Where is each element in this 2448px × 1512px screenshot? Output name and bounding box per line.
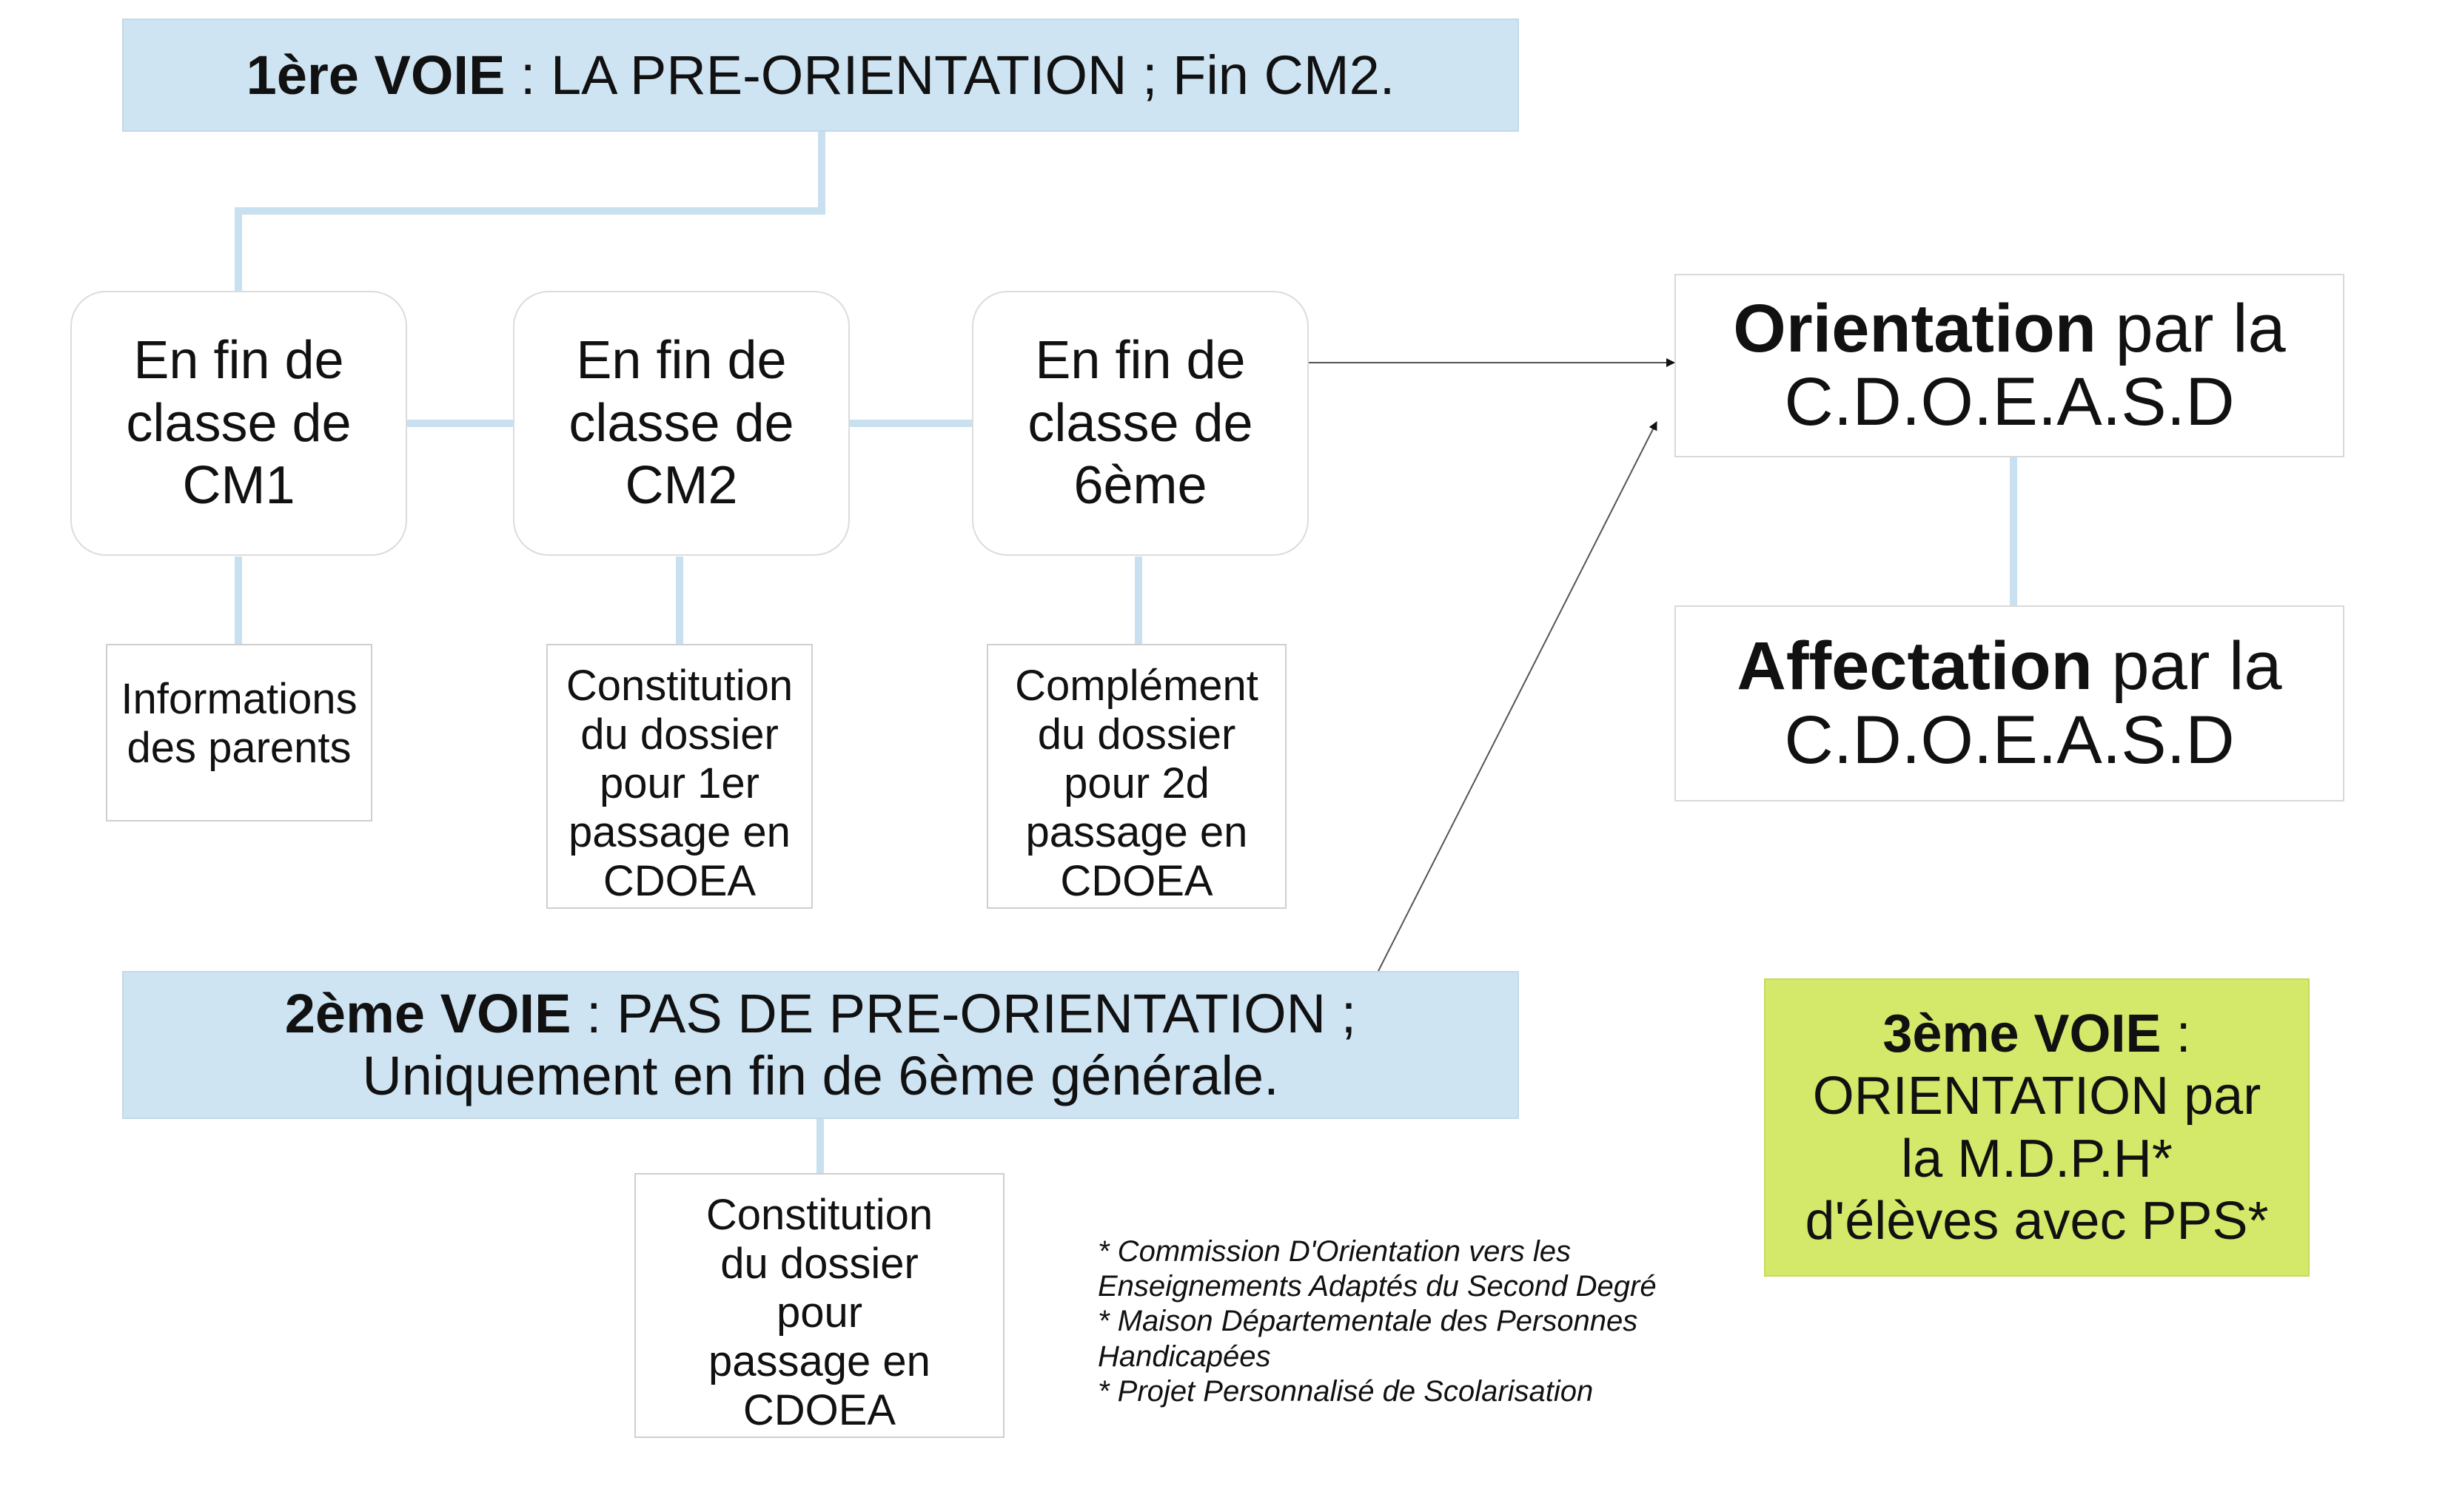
- voie2-text: : PAS DE PRE-ORIENTATION ;: [571, 982, 1357, 1044]
- affectation-acronym: C.D.O.E.A.S.D: [1784, 702, 2235, 778]
- note-line: pour: [776, 1288, 863, 1337]
- note-line: pour 1er: [599, 759, 759, 808]
- voie3-line: d'élèves avec PPS*: [1805, 1191, 2269, 1251]
- voie1-title: 1ère VOIE: [246, 44, 506, 106]
- voie2-title: 2ème VOIE: [284, 982, 571, 1044]
- footnote-line: * Maison Départementale des Personnes: [1098, 1305, 1638, 1338]
- voie2-box: [122, 971, 1519, 1119]
- note-informations: [106, 644, 372, 821]
- note-line: du dossier: [720, 1240, 919, 1288]
- class-line: En fin de: [576, 330, 787, 390]
- note-line: Informations: [121, 675, 358, 723]
- footnote-line: * Projet Personnalisé de Scolarisation: [1098, 1374, 1594, 1408]
- class-line: En fin de: [1035, 330, 1246, 390]
- note-constitution-voie2: [634, 1173, 1005, 1438]
- note-line: Constitution: [705, 1191, 933, 1239]
- affectation-text: par la: [2092, 628, 2282, 705]
- footnote-line: Enseignements Adaptés du Second Degré: [1098, 1270, 1657, 1303]
- class-box-6eme: [972, 291, 1309, 556]
- note-line: du dossier: [1037, 710, 1236, 759]
- orientation-title: Orientation: [1733, 290, 2096, 366]
- note-line: passage en: [1025, 808, 1248, 857]
- class-box-cm2: [513, 291, 850, 556]
- class-line: CM2: [625, 456, 738, 516]
- class-line: 6ème: [1073, 456, 1207, 516]
- voie3-title: 3ème VOIE: [1882, 1004, 2162, 1064]
- voie2-subtitle: Uniquement en fin de 6ème générale.: [362, 1045, 1279, 1106]
- voie3-line: la M.D.P.H*: [1901, 1129, 2173, 1189]
- note-line: CDOEA: [1060, 857, 1213, 906]
- note-line: CDOEA: [742, 1386, 896, 1435]
- note-line: passage en: [708, 1337, 930, 1386]
- note-line: pour 2d: [1064, 759, 1210, 808]
- class-line: classe de: [126, 393, 352, 453]
- orientation-acronym: C.D.O.E.A.S.D: [1784, 364, 2235, 440]
- orientation-text: par la: [2096, 290, 2286, 366]
- affectation-box: [1674, 605, 2344, 802]
- class-line: En fin de: [133, 330, 344, 390]
- voie3-colon: :: [2161, 1004, 2191, 1064]
- note-line: passage en: [569, 808, 791, 857]
- note-constitution-1er: [546, 644, 813, 909]
- note-line: du dossier: [580, 710, 779, 759]
- voie1-text: : LA PRE-ORIENTATION ; Fin CM2.: [505, 44, 1395, 106]
- note-line: Constitution: [566, 662, 794, 710]
- note-complement-2d: [987, 644, 1287, 909]
- voie3-line: ORIENTATION par: [1812, 1066, 2261, 1126]
- footnote-line: * Commission D'Orientation vers les: [1098, 1235, 1571, 1268]
- voie1-connector: [238, 132, 822, 292]
- class-line: classe de: [1027, 393, 1253, 453]
- class-box-cm1: [70, 291, 407, 556]
- orientation-box: [1674, 274, 2344, 457]
- voie3-box: [1764, 978, 2310, 1277]
- note-line: Complément: [1015, 662, 1258, 710]
- footnote-line: Handicapées: [1098, 1340, 1271, 1373]
- note-line: des parents: [127, 724, 352, 773]
- affectation-title: Affectation: [1737, 628, 2093, 705]
- class-line: classe de: [569, 393, 794, 453]
- class-line: CM1: [182, 456, 295, 516]
- note-line: CDOEA: [603, 857, 757, 906]
- footnotes: [1098, 1234, 1764, 1409]
- voie1-box: [122, 19, 1519, 132]
- arrow-voie2-to-orientation: [1378, 422, 1657, 971]
